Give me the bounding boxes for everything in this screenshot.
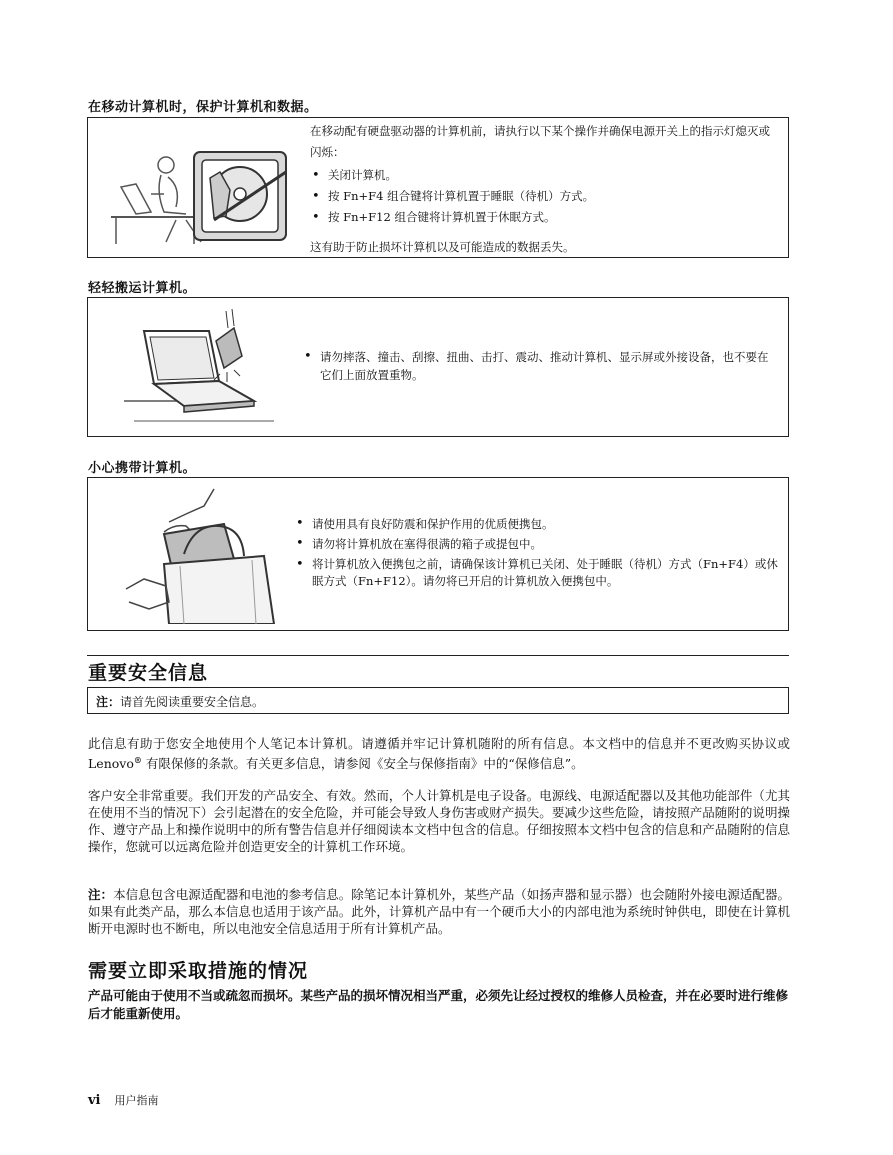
list-item: • 按 Fn+F4 组合键将计算机置于睡眠（待机）方式。 xyxy=(310,186,776,207)
list-item: • 将计算机放入便携包之前，请确保该计算机已关闭、处于睡眠（待机）方式（Fn+F4）或休眠方式（Fn+F12）。请勿将已开启的计算机放入便携包中。 xyxy=(294,556,780,590)
carrying-case-illustration xyxy=(124,484,304,628)
list-item: • 请勿将计算机放在塞得很满的箱子或提包中。 xyxy=(294,534,780,554)
important-safety-title: 重要安全信息 xyxy=(88,662,209,684)
section-heading-carry: 小心携带计算机。 xyxy=(88,461,197,476)
note-box xyxy=(87,687,789,714)
section-heading-moving: 在移动计算机时，保护计算机和数据。 xyxy=(88,100,318,115)
hard-drive-illustration xyxy=(106,132,296,251)
immediate-action-title: 需要立即采取措施的情况 xyxy=(88,960,309,982)
moving-text xyxy=(310,121,776,258)
moving-computer-box xyxy=(87,117,789,258)
moving-intro: 在移动配有硬盘驱动器的计算机前，请执行以下某个操作并确保电源开关上的指示灯熄灭或闪烁： xyxy=(310,124,770,159)
moving-outro: 这有助于防止损坏计算机以及可能造成的数据丢失。 xyxy=(310,240,575,254)
list-item: • 请使用具有良好防震和保护作用的优质便携包。 xyxy=(294,514,780,534)
list-item: • 请勿摔落、撞击、刮擦、扭曲、击打、震动、推动计算机、显示屏或外接设备，也不要在它们上面放置重物。 xyxy=(302,348,776,384)
section-heading-gentle: 轻轻搬运计算机。 xyxy=(88,281,197,296)
immediate-action-text: 产品可能由于使用不当或疏忽而损坏。某些产品的损坏情况相当严重，必须先让经过授权的维修人员检查，并在必要时进行维修后才能重新使用。 xyxy=(88,988,789,1021)
note-text: 请首先阅读重要安全信息。 xyxy=(120,695,265,709)
page-number: vi xyxy=(88,1093,101,1108)
document-title: 用户指南 xyxy=(114,1094,159,1107)
page-footer xyxy=(88,1092,159,1108)
gentle-text xyxy=(302,348,776,384)
paragraph-customer-safety: 客户安全非常重要。我们开发的产品安全、有效。然而，个人计算机是电子设备。电源线、电源适配器以及其他功能部件（尤其在使用不当的情况下）会引起潜在的安全危险，并可能会导致人身伤害或财产损失。要减少这些危险，请按照产品随附的说明操作、遵守产品上和操作说明中的所有警告信息并仔细阅读本文档中包含的信息。仔细按照本文档中包含的信息和产品随附的信息操作，您就可以远离危险并创造更安全的计算机工作环境。 xyxy=(88,788,790,854)
section-divider xyxy=(87,655,789,656)
note-label: 注： xyxy=(96,695,121,709)
laptop-drop-illustration xyxy=(124,306,294,430)
carry-text xyxy=(294,514,780,590)
carry-computer-box xyxy=(87,477,789,631)
list-item: • 关闭计算机。 xyxy=(310,165,776,186)
paragraph-intro: 此信息有助于您安全地使用个人笔记本计算机。请遵循并牢记计算机随附的所有信息。本文档中的信息并不更改购买协议或 Lenovo® 有限保修的条款。有关更多信息，请参阅《安全与保修指南》中的“保修信息”。 xyxy=(88,736,790,772)
list-item: • 按 Fn+F12 组合键将计算机置于休眠方式。 xyxy=(310,207,776,228)
paragraph-note: 注：本信息包含电源适配器和电池的参考信息。除笔记本计算机外，某些产品（如扬声器和显示器）也会随附外接电源适配器。如果有此类产品，那么本信息也适用于该产品。此外，计算机产品中有一个硬币大小的内部电池为系统时钟供电，即使在计算机断开电源时也不断电，所以电池安全信息适用于所有计算机产品。 xyxy=(88,887,790,936)
gentle-handling-box xyxy=(87,297,789,437)
